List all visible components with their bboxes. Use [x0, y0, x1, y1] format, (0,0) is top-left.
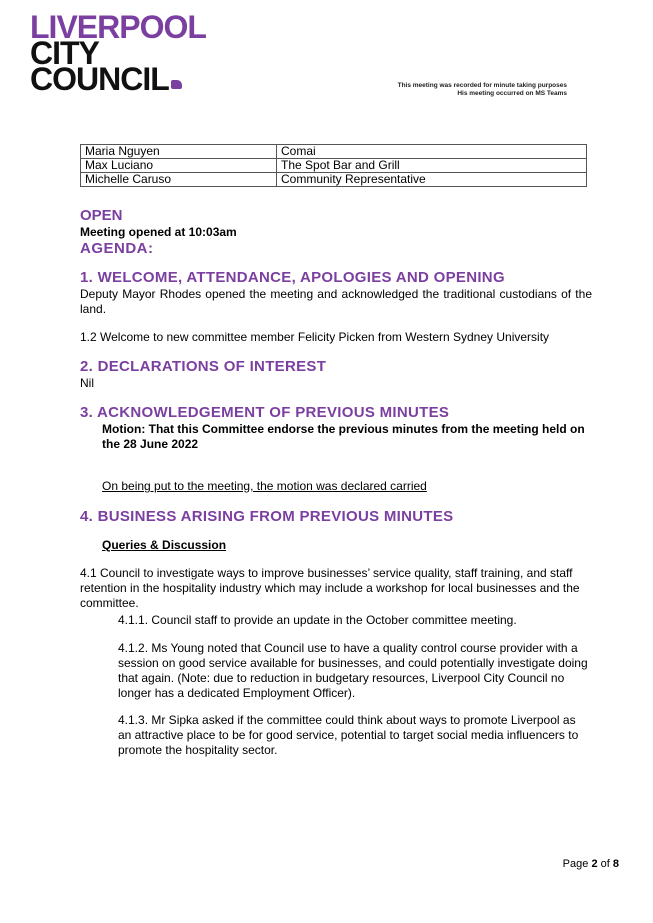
logo-line-2: CITY [30, 35, 99, 71]
logo-line-3-text: COUNCIL [30, 61, 169, 97]
logo-line-1: LIVERPOOL [30, 9, 206, 45]
page-label: Page [562, 858, 589, 870]
item-4-1-2: 4.1.2. Ms Young noted that Council use to have a quality control course provider with a session on good service available for businesses, and could potentially investigate doing that again. (Note: due to reduction in budgetary resources, Liverpool City Council no longer has a dedicated Employment Officer). [118, 641, 588, 700]
section-1-para-1: Deputy Mayor Rhodes opened the meeting and acknowledged the traditional custodians of the land. [80, 287, 592, 316]
attendee-org: Community Representative [277, 173, 587, 187]
page-number [563, 858, 619, 870]
logo-mark-icon [171, 80, 182, 89]
section-3-heading: 3. ACKNOWLEDGEMENT OF PREVIOUS MINUTES [80, 404, 450, 421]
attendee-name: Maria Nguyen [81, 145, 277, 159]
section-1-para-2: 1.2 Welcome to new committee member Felicity Picken from Western Sydney University [80, 330, 550, 344]
agenda-heading: AGENDA: [80, 240, 154, 257]
attendee-org: The Spot Bar and Grill [277, 159, 587, 173]
recording-note [398, 82, 567, 98]
table-row [81, 173, 587, 187]
table-row [81, 159, 587, 173]
council-logo [30, 9, 206, 97]
recording-note-line-2: His meeting occurred on MS Teams [457, 90, 567, 97]
section-4-heading: 4. BUSINESS ARISING FROM PREVIOUS MINUTES [80, 508, 454, 525]
item-4-1-1: 4.1.1. Council staff to provide an update in the October committee meeting. [118, 613, 517, 627]
meeting-opened-text: Meeting opened at 10:03am [80, 225, 237, 239]
logo-line-3 [30, 61, 206, 97]
attendee-name: Max Luciano [81, 159, 277, 173]
section-2-text: Nil [80, 376, 94, 390]
attendees-table [80, 144, 587, 187]
attendee-name: Michelle Caruso [81, 173, 277, 187]
page-sep: of [600, 858, 610, 870]
item-4-1-3: 4.1.3. Mr Sipka asked if the committee could think about ways to promote Liverpool as an attractive place to be for good service, potential to target social media influencers to promote the hospitality sector. [118, 713, 579, 757]
table-row [81, 145, 587, 159]
motion-result: On being put to the meeting, the motion was declared carried [102, 479, 427, 493]
queries-subheading: Queries & Discussion [102, 538, 227, 552]
open-heading: OPEN [80, 207, 123, 224]
attendee-org: Comai [277, 145, 587, 159]
motion-text: Motion: That this Committee endorse the previous minutes from the meeting held on the 28 June 2022 [102, 422, 585, 451]
section-1-heading: 1. WELCOME, ATTENDANCE, APOLOGIES AND OPENING [80, 269, 505, 286]
section-2-heading: 2. DECLARATIONS OF INTEREST [80, 358, 327, 375]
item-4-1: 4.1 Council to investigate ways to improve businesses’ service quality, staff training, and staff retention in the hospitality industry which may include a workshop for local businesses and the committee. [80, 566, 580, 610]
page-current: 2 [591, 858, 598, 870]
minutes-content [80, 207, 592, 758]
recording-note-line-1: This meeting was recorded for minute taking purposes [397, 82, 567, 89]
page-total: 8 [612, 858, 619, 870]
